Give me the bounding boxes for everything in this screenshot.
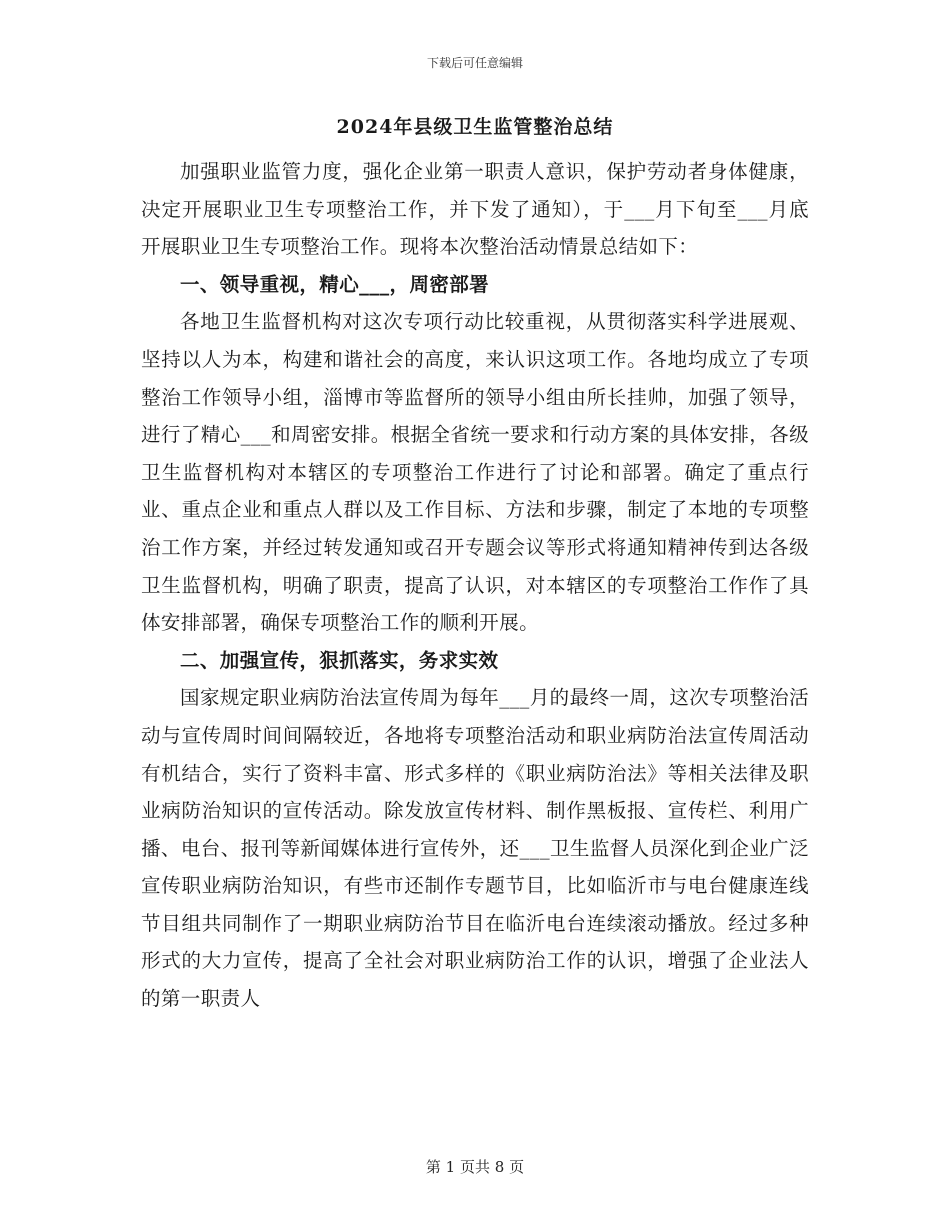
document-body	[141, 112, 809, 1018]
document-title: 2024年县级卫生监管整治总结	[336, 116, 614, 138]
page-header: 下载后可任意编辑	[426, 56, 523, 70]
intro-paragraph: 加强职业监管力度，强化企业第一职责人意识，保护劳动者身体健康，决定开展职业卫生专项整治工作，并下发了通知），于___月下旬至___月底开展职业卫生专项整治工作。现将本次整治活动情景总结如下：	[141, 160, 809, 259]
section-2-heading: 二、加强宣传，狠抓落实，务求实效	[180, 648, 499, 672]
section-2-paragraph: 国家规定职业病防治法宣传周为每年___月的最终一周，这次专项整治活动与宣传周时间间隔较近，各地将专项整治活动和职业病防治法宣传周活动有机结合，实行了资料丰富、形式多样的《职业病防治法》等相关法律及职业病防治知识的宣传活动。除发放宣传材料、制作黑板报、宣传栏、利用广播、电台、报刊等新闻媒体进行宣传外，还___卫生监督人员深化到企业广泛宣传职业病防治知识，有些市还制作专题节目，比如临沂市与电台健康连线节目组共同制作了一期职业病防治节目在临沂电台连续滚动播放。经过多种形式的大力宣传，提高了全社会对职业病防治工作的认识，增强了企业法人的第一职责人	[141, 686, 809, 1011]
page-footer: 第 1 页共 8 页	[425, 1158, 525, 1176]
section-1-paragraph: 各地卫生监督机构对这次专项行动比较重视，从贯彻落实科学进展观、坚持以人为本，构建和谐社会的高度，来认识这项工作。各地均成立了专项整治工作领导小组，淄博市等监督所的领导小组由所长挂帅，加强了领导，进行了精心___和周密安排。根据全省统一要求和行动方案的具体安排，各级卫生监督机构对本辖区的专项整治工作进行了讨论和部署。确定了重点行业、重点企业和重点人群以及工作目标、方法和步骤，制定了本地的专项整治工作方案，并经过转发通知或召开专题会议等形式将通知精神传到达各级卫生监督机构，明确了职责，提高了认识，对本辖区的专项整治工作作了具体安排部署，确保专项整治工作的顺利开展。	[141, 310, 809, 635]
section-1-heading: 一、领导重视，精心___，周密部署	[180, 272, 490, 296]
